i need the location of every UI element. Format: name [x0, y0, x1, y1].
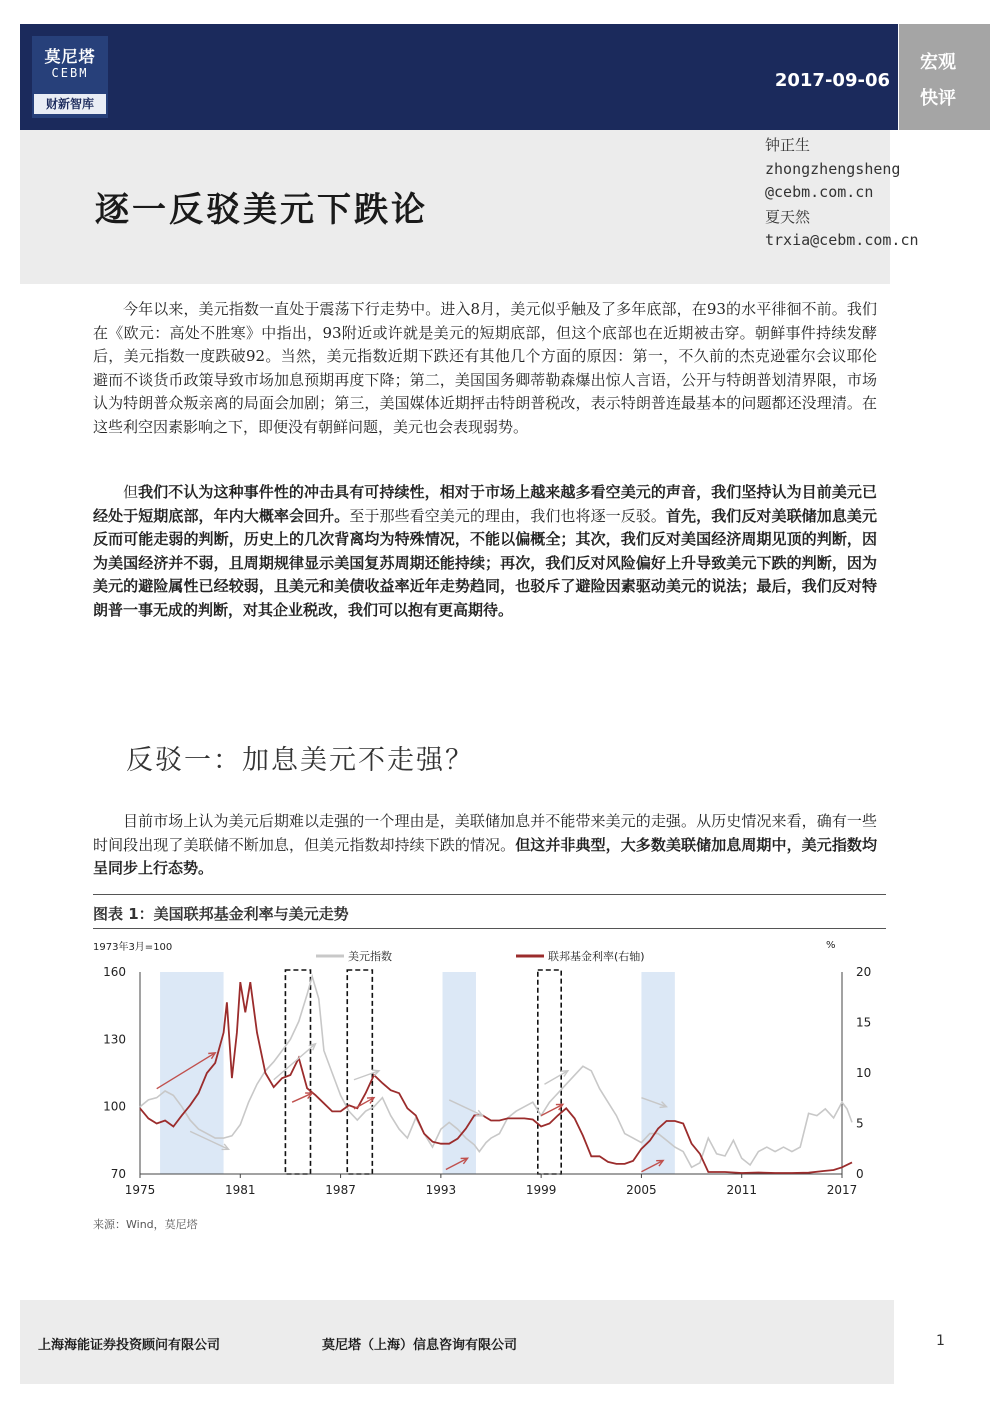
boxed-periods [285, 970, 561, 1174]
author-email-2[interactable]: trxia@cebm.com.cn [765, 231, 919, 249]
right-margin [886, 284, 990, 1304]
logo-subtitle: 财新智库 [34, 94, 106, 114]
y-right-tick-label-0: 20 [856, 965, 872, 979]
tag-line-1: 宏观 [920, 52, 956, 73]
y-left-tick-label-3: 70 [110, 1167, 126, 1181]
report-date: 2017-09-06 [774, 70, 890, 91]
x-tick-label-1: 1981 [225, 1183, 256, 1197]
paragraph-thesis [93, 481, 877, 623]
logo-english-name: CEBM [51, 66, 89, 80]
shaded-periods [160, 972, 675, 1174]
footer-company-left: 上海海能证券投资顾问有限公司 [38, 1338, 221, 1353]
footer-company-center: 莫尼塔（上海）信息咨询有限公司 [322, 1338, 518, 1353]
figure-title: 图表 1：美国联邦基金利率与美元走势 [93, 905, 349, 923]
right-axis-unit: % [826, 940, 836, 951]
author-email-1b[interactable]: @cebm.com.cn [765, 183, 874, 201]
section-1-part-b: 但这并非典型，大多数美联储加息周期中，美元指数均呈同步上行态势。 [93, 835, 877, 878]
author-name-1: 钟正生 [765, 136, 811, 154]
company-logo [32, 36, 108, 118]
y-left-tick-label-2: 100 [103, 1099, 126, 1114]
trend-arrow-10 [544, 1071, 567, 1084]
x-tick-label-4: 1999 [525, 1183, 557, 1197]
tag-line-2: 快评 [920, 88, 956, 109]
legend-usd: 美元指数 [348, 950, 392, 963]
page-title: 逐一反驳美元下跌论 [95, 190, 428, 230]
x-tick-label-6: 2011 [726, 1183, 757, 1197]
thesis-part-a: 但 [123, 483, 139, 501]
paragraph-intro: 今年以来，美元指数一直处于震荡下行走势中。进入8月，美元似乎触及了多年底部，在93的水平徘徊不前。我们在《欧元：高处不胜寒》中指出，93附近或许就是美元的短期底部，但这个底部也在近期被击穿。朝鲜事件持续发酵后，美元指数一度跌破92。当然，美元指数近期下跌还有其他几个方面的原因：第一，不久前的杰克逊霍尔会议耶伦避而不谈货币政策导致市场加息预期再度下降；第二，美国国务卿蒂勒森爆出惊人言语，公开与特朗普划清界限，市场认为特朗普众叛亲离的局面会加剧；第三，美国媒体近期抨击特朗普税改，表示特朗普连最基本的问题都还没理清。在这些利空因素影响之下，即便没有朝鲜问题，美元也会表现弱势。 [93, 300, 877, 436]
figure-top-rule [93, 894, 886, 895]
shaded-period-0 [160, 972, 224, 1174]
boxed-period-2 [538, 970, 561, 1174]
x-tick-label-0: 1975 [124, 1183, 156, 1197]
paragraph-section-1 [93, 810, 877, 881]
thesis-part-d: 首先，我们反对美联储加息美元反而可能走弱的判断，历史上的几次背离均为特殊情况，不能以偏概全；其次，我们反对美国经济周期见顶的判断，因为美国经济并不弱，且周期规律显示美国复苏周期还能持续；再次，我们反对风险偏好上升导致美元下跌的判断，因为美元的避险属性已经较弱，且美元和美债收益率近年走势趋同，也驳斥了避险因素驱动美元的说法；最后，我们反对特朗普一事无成的判断，对其企业税改，我们可以抱有更高期待。 [93, 506, 877, 619]
page-number: 1 [936, 1333, 945, 1349]
x-tick-label-3: 1993 [425, 1183, 457, 1197]
boxed-period-1 [347, 970, 372, 1174]
figure-title-rule [93, 928, 886, 929]
series-lines [140, 977, 852, 1174]
legend-fedfunds: 联邦基金利率(右轴) [548, 950, 645, 963]
trend-arrow-7 [274, 1044, 316, 1080]
y-left-tick-label-0: 160 [103, 965, 126, 979]
usd-fedfunds-chart [88, 932, 878, 1212]
author-name-2: 夏天然 [765, 208, 811, 226]
y-right-tick-label-2: 10 [856, 1066, 872, 1080]
trend-arrow-2 [354, 1098, 374, 1109]
x-tick-label-5: 2005 [626, 1183, 657, 1197]
section-title: 反驳一：加息美元不走强？ [126, 745, 474, 776]
boxed-period-0 [285, 970, 310, 1174]
figure-source: 来源：Wind，莫尼塔 [93, 1218, 198, 1231]
author-email-1a[interactable]: zhongzhengsheng [765, 160, 901, 178]
y-right-tick-label-1: 15 [856, 1015, 872, 1030]
section-1-part-a: 目前市场上认为美元后期难以走强的一个理由是，美联储加息并不能带来美元的走强。从历史情况来看，确有一些时间段出现了美联储不断加息，但美元指数却持续下跌的情况。 [93, 812, 877, 854]
y-left-tick-label-1: 130 [103, 1032, 126, 1047]
index-note: 1973年3月=100 [93, 942, 173, 953]
thesis-part-c: 至于那些看空美元的理由，我们也将逐一反驳。 [349, 506, 666, 525]
report-type-tag [899, 24, 990, 130]
x-tick-label-2: 1987 [325, 1183, 356, 1197]
thesis-part-b: 我们不认为这种事件性的冲击具有可持续性，相对于市场上越来越多看空美元的声音，我们坚持认为目前美元已经处于短期底部，年内大概率会回升。 [93, 483, 877, 525]
y-right-tick-label-3: 5 [856, 1116, 864, 1131]
series-line-1 [140, 982, 852, 1173]
logo-chinese-name: 莫尼塔 [44, 47, 96, 66]
x-tick-label-7: 2017 [826, 1183, 858, 1197]
y-right-tick-label-4: 0 [856, 1167, 864, 1181]
